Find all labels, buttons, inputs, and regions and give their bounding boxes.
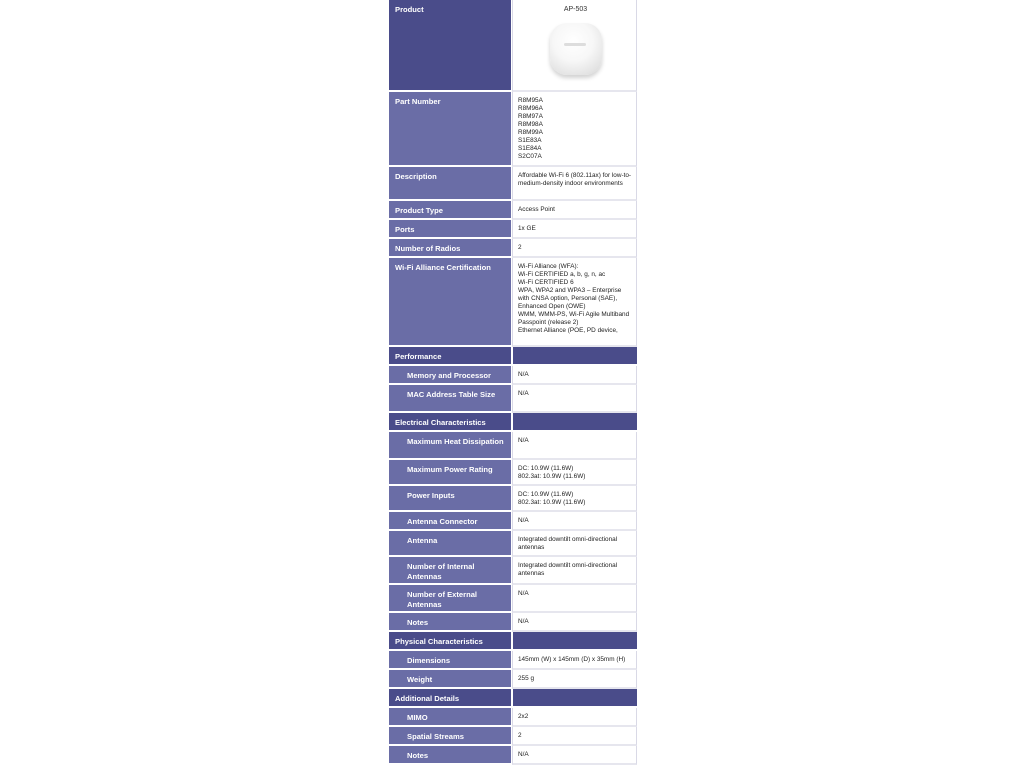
section-header-filler (512, 347, 637, 366)
spec-row (389, 486, 637, 512)
spec-row (389, 557, 637, 585)
ports-label: Ports (389, 220, 512, 239)
product-cell (512, 0, 637, 92)
memory-label: Memory and Processor (389, 366, 512, 385)
additional-notes-label: Notes (389, 746, 512, 765)
radios-label: Number of Radios (389, 239, 512, 258)
product-row (389, 0, 637, 92)
spec-row (389, 512, 637, 531)
product-model: AP-503 (563, 6, 588, 13)
spec-row (389, 613, 637, 632)
access-point-device-icon (550, 23, 602, 75)
spec-row (389, 201, 637, 220)
section-header-row (389, 632, 637, 651)
power-rating-value: DC: 10.9W (11.6W) 802.3at: 10.9W (11.6W) (512, 460, 637, 486)
description-value: Affordable Wi-Fi 6 (802.11ax) for low-to-medium-density indoor environments (512, 167, 637, 201)
spec-row (389, 651, 637, 670)
part-number-label: Part Number (389, 92, 512, 167)
antenna-connector-label: Antenna Connector (389, 512, 512, 531)
section-header-row (389, 347, 637, 366)
internal-antennas-label: Number of Internal Antennas (389, 557, 512, 585)
weight-value: 255 g (512, 670, 637, 689)
spec-row (389, 92, 637, 167)
spec-row (389, 366, 637, 385)
weight-label: Weight (389, 670, 512, 689)
spec-row (389, 708, 637, 727)
wifi-cert-label: Wi-Fi Alliance Certification (389, 258, 512, 347)
dimensions-label: Dimensions (389, 651, 512, 670)
mac-table-value: N/A (512, 385, 637, 413)
external-antennas-value: N/A (512, 585, 637, 613)
physical-section-title: Physical Characteristics (389, 632, 512, 651)
spec-row (389, 670, 637, 689)
mimo-label: MIMO (389, 708, 512, 727)
spec-row (389, 385, 637, 413)
product-type-value: Access Point (512, 201, 637, 220)
performance-section-title: Performance (389, 347, 512, 366)
product-type-label: Product Type (389, 201, 512, 220)
ports-value: 1x GE (512, 220, 637, 239)
additional-notes-value: N/A (512, 746, 637, 765)
device-logo (564, 43, 586, 46)
spec-row (389, 258, 637, 347)
section-header-row (389, 413, 637, 432)
external-antennas-label: Number of External Antennas (389, 585, 512, 613)
spec-row (389, 531, 637, 557)
product-label: Product (389, 0, 512, 92)
spec-row (389, 460, 637, 486)
section-header-filler (512, 632, 637, 651)
electrical-notes-label: Notes (389, 613, 512, 632)
heat-dissipation-value: N/A (512, 432, 637, 460)
internal-antennas-value: Integrated downtilt omni-directional antennas (512, 557, 637, 585)
antenna-label: Antenna (389, 531, 512, 557)
antenna-value: Integrated downtilt omni-directional antennas (512, 531, 637, 557)
section-header-filler (512, 413, 637, 432)
radios-value: 2 (512, 239, 637, 258)
section-header-filler (512, 689, 637, 708)
wifi-cert-value: Wi-Fi Alliance (WFA): Wi-Fi CERTIFIED a, b, g, n, ac Wi-Fi CERTIFIED 6 WPA, WPA2 and WPA3 – Enterprise with CNSA option, Personal (SAE), Enhanced Open (OWE) WMM, WMM-PS, Wi-Fi Agile Multiband Passpoint (release 2) Ethernet Alliance (POE, PD device, (512, 258, 637, 347)
mac-table-label: MAC Address Table Size (389, 385, 512, 413)
electrical-notes-value: N/A (512, 613, 637, 632)
mimo-value: 2x2 (512, 708, 637, 727)
dimensions-value: 145mm (W) x 145mm (D) x 35mm (H) (512, 651, 637, 670)
power-inputs-label: Power Inputs (389, 486, 512, 512)
antenna-connector-value: N/A (512, 512, 637, 531)
description-label: Description (389, 167, 512, 201)
heat-dissipation-label: Maximum Heat Dissipation (389, 432, 512, 460)
spec-row (389, 220, 637, 239)
spec-row (389, 746, 637, 765)
spatial-streams-value: 2 (512, 727, 637, 746)
power-inputs-value: DC: 10.9W (11.6W) 802.3at: 10.9W (11.6W) (512, 486, 637, 512)
section-header-row (389, 689, 637, 708)
additional-section-title: Additional Details (389, 689, 512, 708)
spec-row (389, 585, 637, 613)
memory-value: N/A (512, 366, 637, 385)
spec-table (389, 0, 637, 765)
spatial-streams-label: Spatial Streams (389, 727, 512, 746)
electrical-section-title: Electrical Characteristics (389, 413, 512, 432)
part-number-value: R8M95A R8M96A R8M97A R8M98A R8M99A S1E83A S1E84A S2C07A (512, 92, 637, 167)
spec-row (389, 239, 637, 258)
spec-row (389, 432, 637, 460)
power-rating-label: Maximum Power Rating (389, 460, 512, 486)
spec-row (389, 167, 637, 201)
spec-row (389, 727, 637, 746)
